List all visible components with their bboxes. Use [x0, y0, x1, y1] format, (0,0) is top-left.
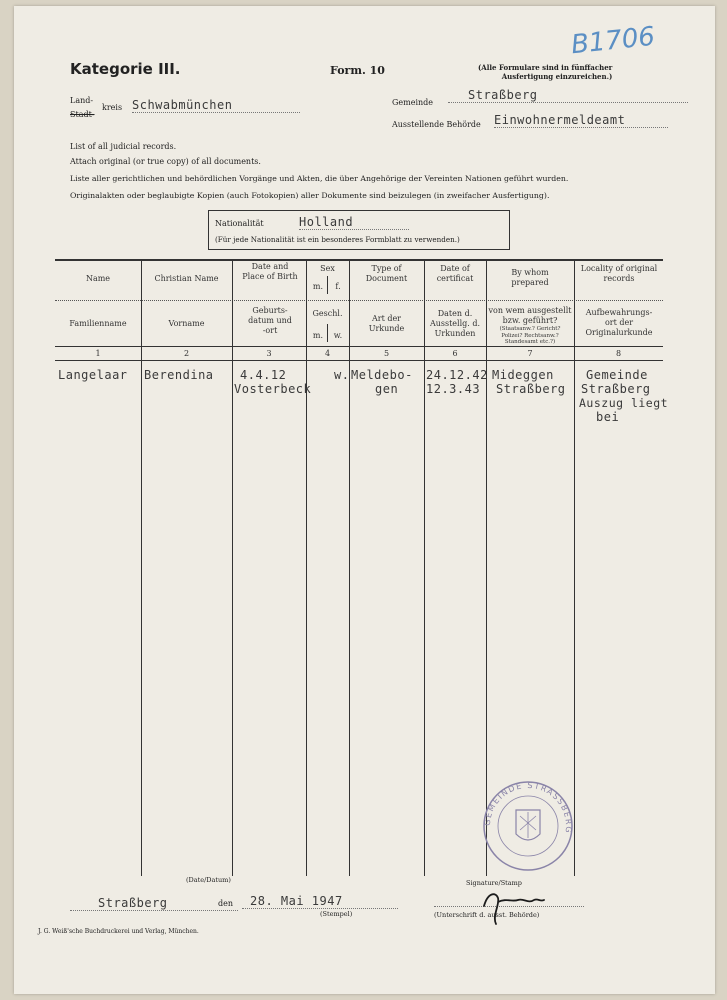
behoerde-value: Einwohnermeldeamt: [494, 113, 668, 128]
col3-number: 3: [266, 349, 272, 358]
col5-header-de: Art der Urkunde: [368, 314, 405, 333]
instruction-line-2: Attach original (or true copy) of all documents.: [70, 157, 261, 166]
handwritten-signature-icon: [478, 884, 548, 928]
copies-note-line2: Ausfertigung einzureichen.): [501, 72, 613, 81]
col1-number: 1: [95, 349, 101, 358]
unterschrift-label: (Unterschrift d. ausst. Behörde): [434, 911, 540, 919]
col4-w-de: w.: [333, 331, 343, 340]
table-body-line: [55, 360, 663, 361]
row-name: Langelaar: [58, 368, 128, 382]
stadt-label: Stadt-: [70, 110, 95, 119]
col4-sub-sep: [327, 276, 328, 294]
col4-header-en: Sex: [320, 264, 335, 273]
nationality-note: (Für jede Nationalität ist ein besonderes Formblatt zu verwenden.): [215, 235, 460, 244]
col1-header-en: Name: [85, 274, 111, 283]
row-birth-place: Vosterbeck: [234, 382, 312, 396]
category-title: Kategorie III.: [70, 60, 181, 78]
col4-m: m.: [312, 282, 324, 291]
col6-number: 6: [452, 349, 458, 358]
instruction-line-3: Liste aller gerichtlichen und behördlichen Vorgänge und Akten, die über Angehörige der Vereinten Nationen geführt wurden.: [70, 174, 569, 183]
copies-note-line1: (Alle Formulare sind in fünffacher: [478, 63, 613, 72]
row-doc-type-2: gen: [375, 382, 399, 396]
col6-header-de: Daten d. Ausstellg. d. Urkunden: [429, 309, 481, 338]
col3-header-de: Geburts- datum und -ort: [248, 306, 292, 335]
table-mid-line: [55, 300, 663, 301]
table-top-line: [55, 259, 663, 261]
col3-header-en: Date and Place of Birth: [242, 262, 298, 281]
stamp-text: GEMEINDE STRASSBERG: [482, 780, 574, 835]
land-label: Land-: [70, 96, 94, 105]
copies-note: [478, 63, 612, 81]
col8-header-de: Aufbewahrungs- ort der Originalurkunde: [585, 308, 653, 337]
handwritten-reference: B1706: [569, 21, 657, 61]
footer-den: den: [218, 899, 234, 908]
row-prepared-1: Mideggen: [492, 368, 554, 382]
date-label: (Date/Datum): [186, 876, 231, 884]
col5-number: 5: [383, 349, 390, 358]
table-num-line: [55, 346, 663, 347]
official-stamp-icon: [480, 778, 576, 874]
nationality-label: Nationalität: [215, 219, 264, 228]
kreis-label: kreis: [102, 103, 123, 112]
col8-number: 8: [615, 349, 622, 358]
col6-header-en: Date of certificat: [436, 264, 474, 283]
col7-number: 7: [527, 349, 533, 358]
signature-stamp-label: Signature/Stamp: [466, 879, 522, 887]
row-date-1: 24.12.42: [426, 368, 488, 382]
row-date-2: 12.3.43: [426, 382, 481, 396]
row-doc-type-1: Meldebo-: [351, 368, 413, 382]
col7-header-small: (Staatsanw.? Gericht? Polizei? Rechtsanw.? Standesamt etc.?): [499, 326, 561, 345]
col4-number: 4: [324, 349, 331, 358]
footer-date: 28. Mai 1947: [242, 894, 398, 909]
row-locality-3: Auszug liegt: [579, 396, 669, 410]
gemeinde-value: Straßberg: [448, 88, 688, 103]
kreis-value: Schwabmünchen: [132, 98, 300, 113]
col5-header-en: Type of Document: [365, 264, 408, 283]
gemeinde-label: Gemeinde: [392, 98, 434, 107]
row-birth-date: 4.4.12: [240, 368, 287, 382]
document-page: [14, 6, 715, 994]
col4-m-de: m.: [312, 331, 324, 340]
footer-place: Straßberg: [70, 896, 238, 911]
row-sex: w.: [334, 368, 350, 382]
instruction-line-1: List of all judicial records.: [70, 142, 177, 151]
printer-imprint: J. G. Weiß'sche Buchdruckerei und Verlag, München.: [38, 928, 199, 935]
col2-number: 2: [183, 349, 190, 358]
nationality-value: Holland: [299, 215, 409, 230]
nationality-box: [208, 210, 510, 250]
behoerde-label: Ausstellende Behörde: [392, 120, 481, 129]
col4-sub-sep-de: [327, 324, 328, 342]
col4-f: f.: [335, 282, 341, 291]
row-locality-1: Gemeinde: [586, 368, 648, 382]
row-locality-2: Straßberg: [581, 382, 651, 396]
row-prepared-2: Straßberg: [496, 382, 566, 396]
col2-header-de: Vorname: [168, 319, 205, 328]
col1-header-de: Familienname: [69, 319, 127, 328]
col2-header-en: Christian Name: [154, 274, 219, 283]
stempel-label: (Stempel): [320, 910, 353, 918]
instruction-line-4: Originalakten oder beglaubigte Kopien (auch Fotokopien) aller Dokumente sind beizulegen (in zweifacher Ausfertigung).: [70, 191, 550, 200]
col7-header-en: By whom prepared: [511, 268, 549, 287]
col8-header-en: Locality of original records: [580, 264, 658, 283]
row-christian-name: Berendina: [144, 368, 214, 382]
row-locality-4: bei: [596, 410, 620, 424]
col4-header-de: Geschl.: [312, 309, 343, 318]
col7-header-de: von wem ausgestellt bzw. geführt?: [488, 306, 572, 325]
form-number: Form. 10: [330, 64, 385, 77]
